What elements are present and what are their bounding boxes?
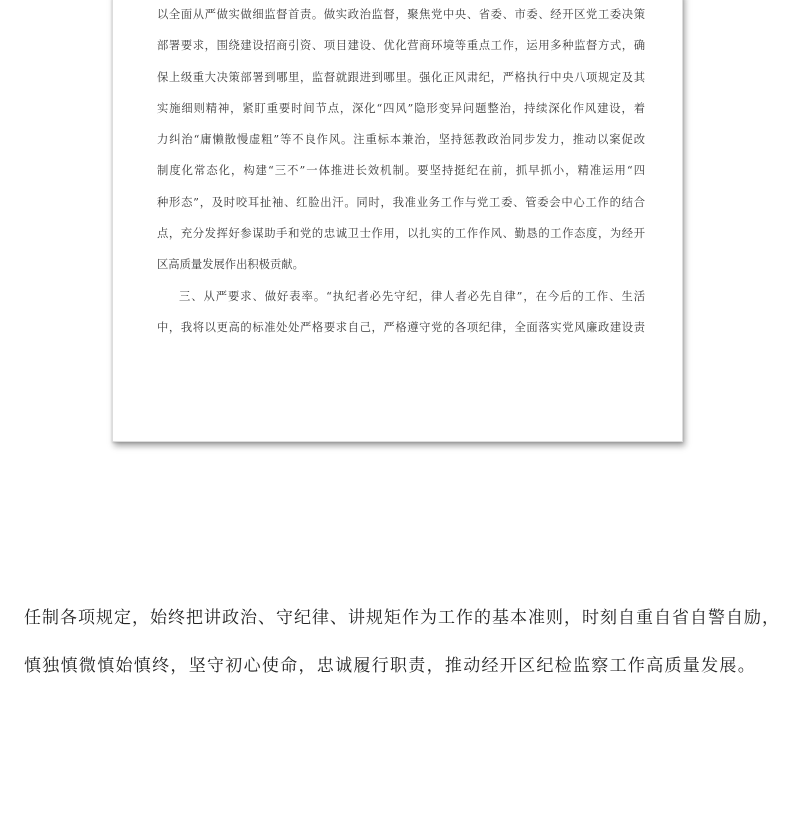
page-text-line: 种形态”，及时咬耳扯袖、红脸出汗。同时，我准业务工作与党工委、管委会中心工作的结合 — [157, 195, 645, 209]
document-page-body — [157, 0, 645, 343]
continuation-text — [24, 598, 779, 694]
page-text-line: 中，我将以更高的标准处处严格要求自己，严格遵守党的各项纪律，全面落实党风廉政建设责 — [157, 320, 645, 334]
page-text-line: 以全面从严做实做细监督首责。做实政治监督，聚焦党中央、省委、市委、经开区党工委决策 — [157, 8, 645, 21]
page-text-line: 三、从严要求、做好表率。“执纪者必先守纪，律人者必先自律”，在今后的工作、生活 — [179, 289, 645, 303]
page-text-line: 力纠治“庸懒散慢虚粗”等不良作风。注重标本兼治，坚持惩教政治同步发力，推动以案促改 — [157, 133, 645, 147]
page-text-line: 制度化常态化，构建“三不”一体推进长效机制。要坚持挺纪在前，抓早抓小，精准运用“四 — [157, 164, 645, 178]
page-text-line: 部署要求，围绕建设招商引资、项目建设、优化营商环境等重点工作，运用多种监督方式，确 — [157, 39, 645, 53]
continuation-line: 任制各项规定，始终把讲政治、守纪律、讲规矩作为工作的基本准则，时刻自重自省自警自励， — [24, 608, 779, 628]
page-text-line: 保上级重大决策部署到哪里，监督就跟进到哪里。强化正风肃纪，严格执行中央八项规定及其 — [157, 70, 645, 84]
page-text-line: 实施细则精神，紧盯重要时间节点，深化“四风”隐形变异问题整治，持续深化作风建设，着 — [157, 101, 645, 115]
page-text-line: 区高质量发展作出积极贡献。 — [157, 258, 304, 272]
document-page-preview — [112, 0, 683, 442]
page-text-line: 点，充分发挥好参谋助手和党的忠诚卫士作用，以扎实的工作作风、勤恳的工作态度，为经开 — [157, 227, 645, 241]
continuation-line: 慎独慎微慎始慎终，坚守初心使命，忠诚履行职责，推动经开区纪检监察工作高质量发展。 — [24, 656, 756, 676]
